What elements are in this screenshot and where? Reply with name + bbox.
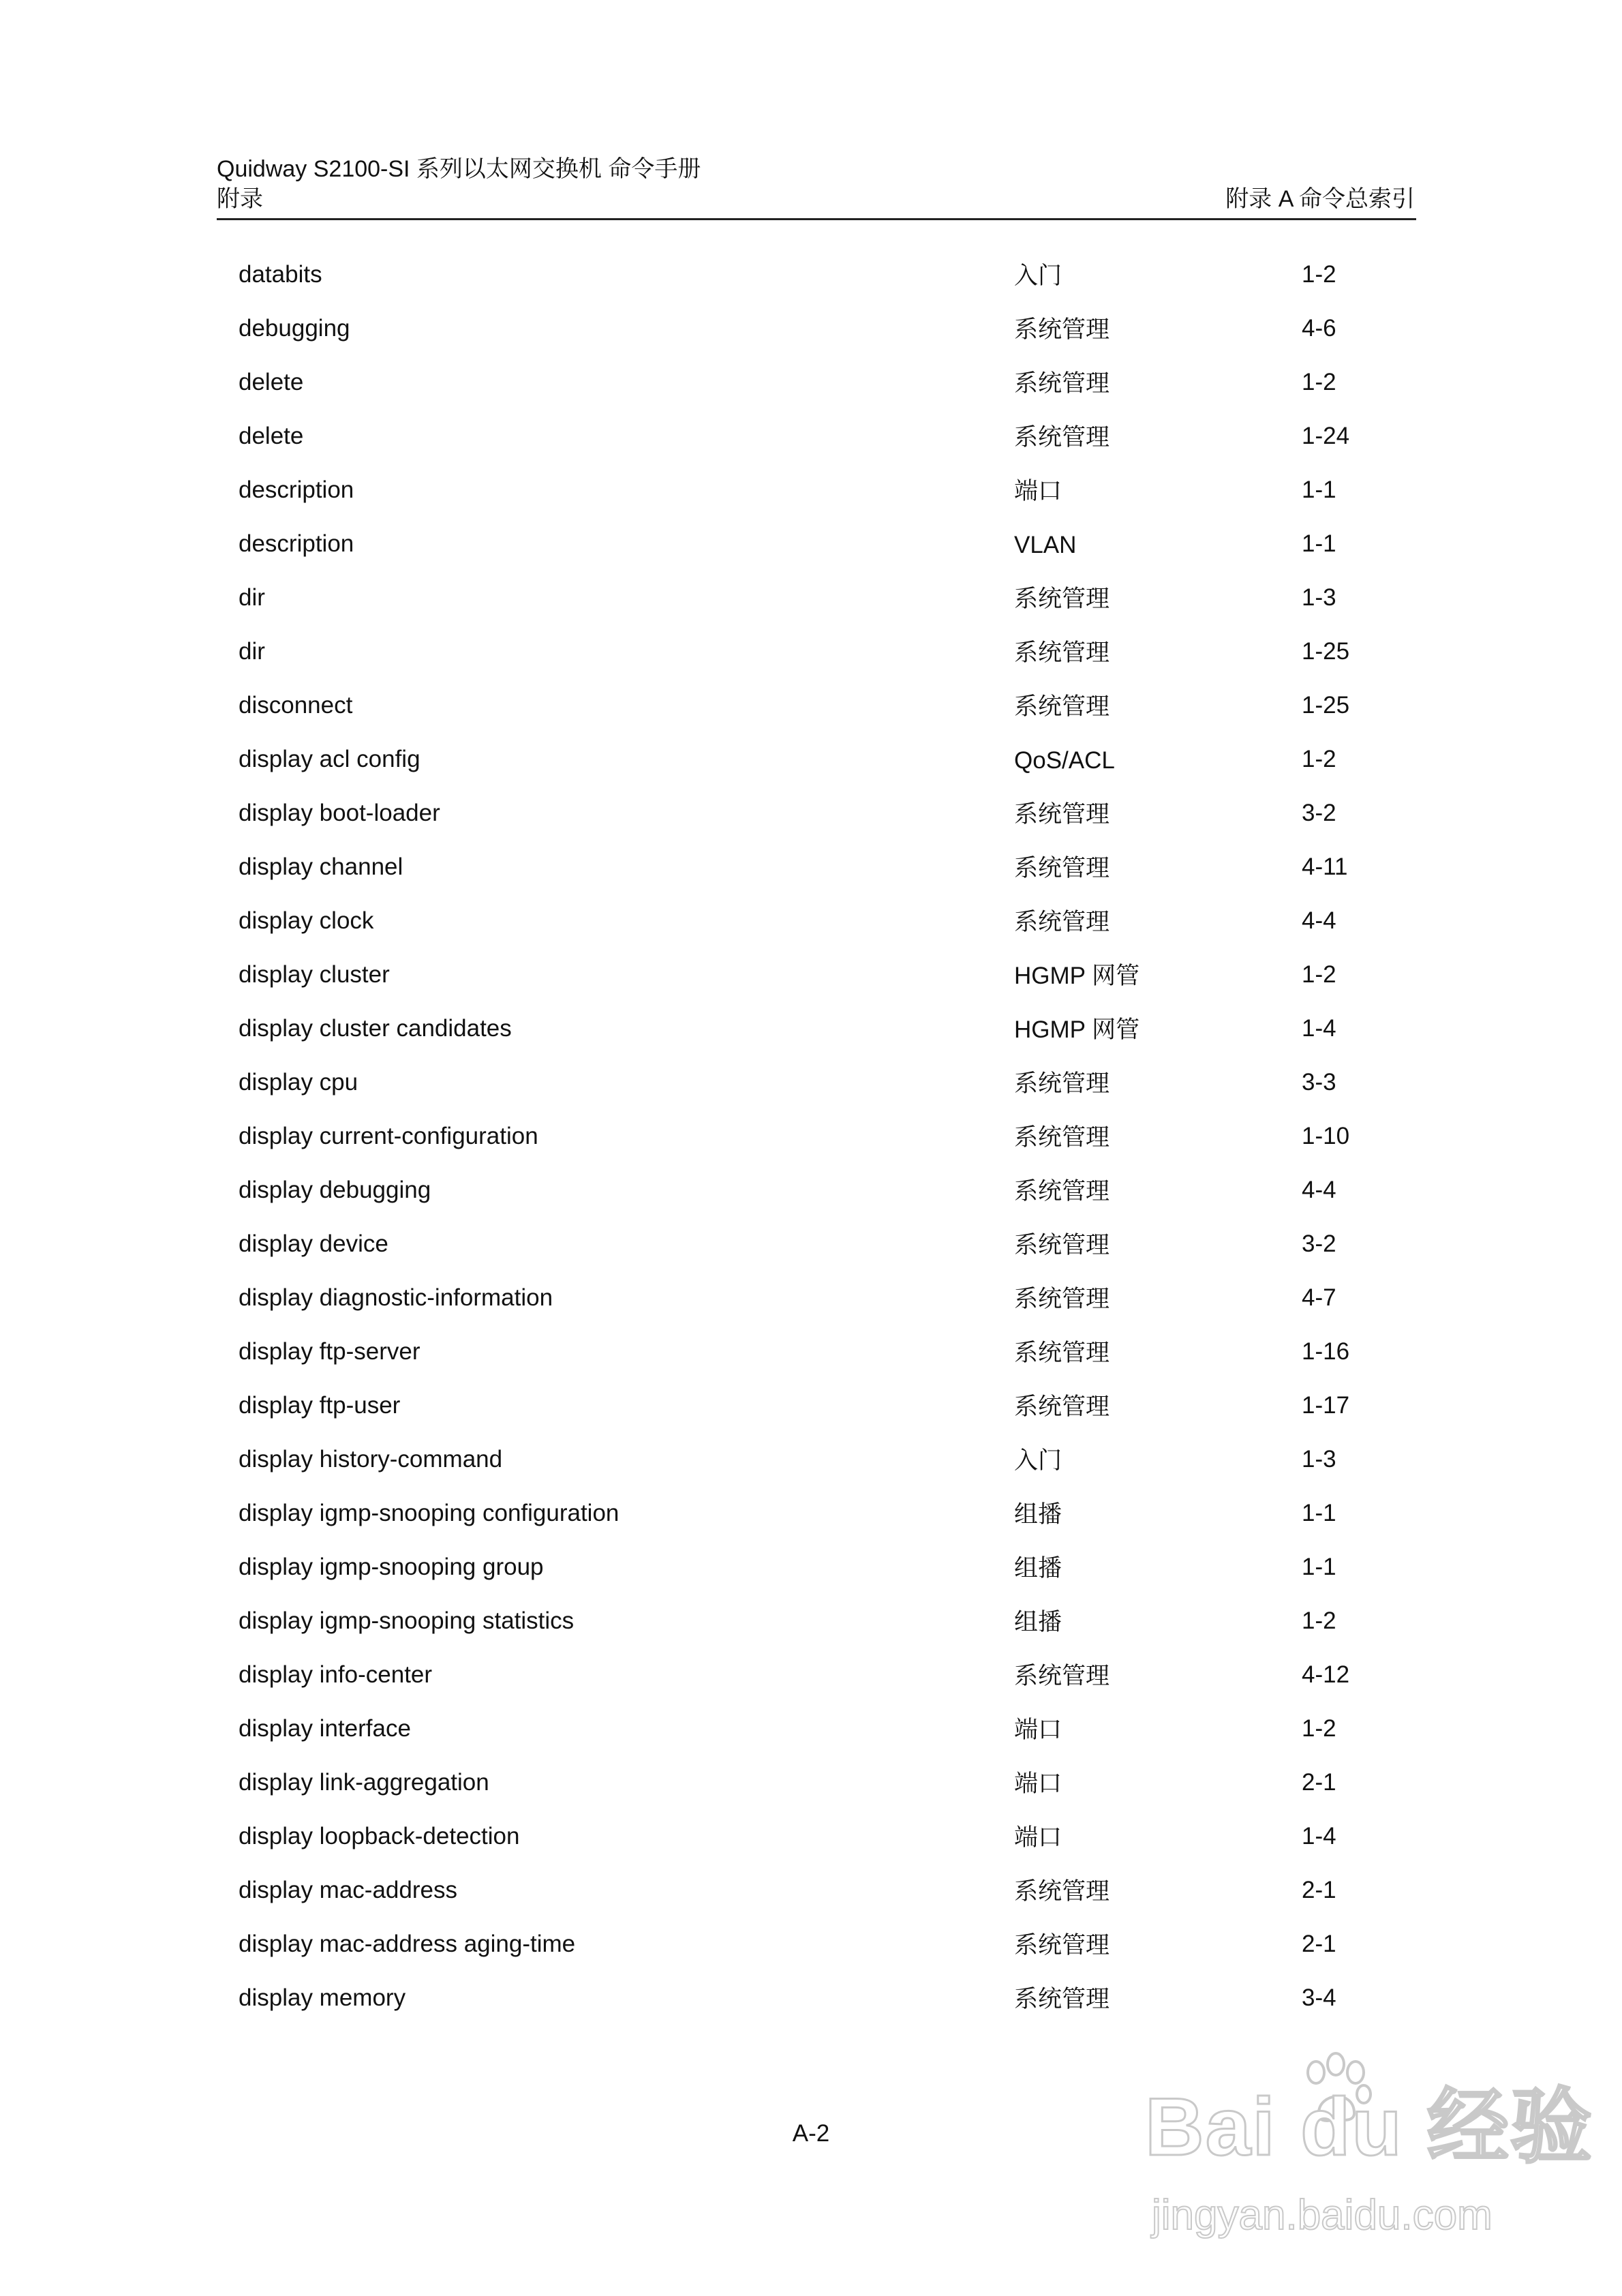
chapter-label: 附录 A 命令总索引 [1225, 186, 1415, 212]
table-row [239, 1335, 1397, 1389]
manual-volume: 系统管理 [1014, 693, 1110, 720]
table-row [239, 796, 1397, 850]
manual-volume: 端口 [1014, 1717, 1062, 1743]
section-label: 附录 [217, 186, 263, 212]
page-reference: 4-4 [1302, 907, 1336, 934]
manual-volume: 系统管理 [1014, 1070, 1110, 1097]
command-name: display acl config [239, 746, 420, 772]
manual-volume: 组播 [1014, 1555, 1062, 1582]
page-reference: 4-6 [1302, 315, 1336, 342]
command-index-table [239, 258, 1397, 2035]
command-name: display history-command [239, 1446, 503, 1472]
manual-volume: 系统管理 [1014, 586, 1110, 612]
page-reference: 1-1 [1302, 530, 1336, 557]
manual-volume: HGMP 网管 [1014, 963, 1140, 989]
command-name: display memory [239, 1984, 406, 2011]
table-row [239, 581, 1397, 635]
table-row [239, 1873, 1397, 1927]
page-reference: 1-2 [1302, 261, 1336, 288]
table-row [239, 419, 1397, 473]
page-reference: 1-10 [1302, 1123, 1350, 1149]
table-row [239, 1066, 1397, 1119]
page-reference: 4-12 [1302, 1661, 1350, 1688]
command-name: delete [239, 369, 304, 395]
manual-volume: 系统管理 [1014, 1340, 1110, 1366]
page-reference: 1-1 [1302, 1500, 1336, 1526]
command-name: dir [239, 584, 265, 611]
table-row [239, 258, 1397, 312]
table-row [239, 312, 1397, 365]
manual-volume: 入门 [1014, 262, 1062, 289]
command-name: display current-configuration [239, 1123, 538, 1149]
table-row [239, 1119, 1397, 1173]
manual-volume: 系统管理 [1014, 909, 1110, 935]
command-name: display igmp-snooping group [239, 1554, 544, 1580]
command-name: display link-aggregation [239, 1769, 489, 1796]
page-reference: 3-2 [1302, 1230, 1336, 1257]
manual-volume: 系统管理 [1014, 1124, 1110, 1151]
table-row [239, 1442, 1397, 1496]
page-reference: 1-25 [1302, 638, 1350, 665]
baidu-jingyan-watermark [1145, 2052, 1594, 2256]
table-row [239, 904, 1397, 958]
command-name: display channel [239, 854, 403, 880]
page-reference: 1-24 [1302, 423, 1350, 449]
header-second-line [217, 184, 1415, 214]
command-name: disconnect [239, 692, 353, 719]
table-row [239, 365, 1397, 419]
table-row [239, 473, 1397, 527]
command-name: description [239, 530, 354, 557]
table-row [239, 635, 1397, 689]
manual-volume: 系统管理 [1014, 1932, 1110, 1959]
manual-volume: 系统管理 [1014, 1986, 1110, 2012]
command-name: display mac-address aging-time [239, 1931, 576, 1957]
page-reference: 3-4 [1302, 1984, 1336, 2011]
table-row [239, 527, 1397, 581]
table-row [239, 1227, 1397, 1281]
page-reference: 1-25 [1302, 692, 1350, 719]
command-name: description [239, 477, 354, 503]
page-reference: 2-1 [1302, 1769, 1336, 1796]
command-name: delete [239, 423, 304, 449]
page-reference: 1-2 [1302, 369, 1336, 395]
page-reference: 3-3 [1302, 1069, 1336, 1096]
manual-volume: 系统管理 [1014, 1286, 1110, 1312]
table-row [239, 1819, 1397, 1873]
page-reference: 1-1 [1302, 477, 1336, 503]
manual-volume: 系统管理 [1014, 639, 1110, 666]
page-reference: 1-2 [1302, 1715, 1336, 1742]
manual-volume: 端口 [1014, 478, 1062, 504]
watermark-logo-text: Bai du 经验 [1145, 2081, 1594, 2173]
command-name: display ftp-server [239, 1338, 420, 1365]
page-reference: 3-2 [1302, 800, 1336, 826]
manual-volume: 入门 [1014, 1447, 1062, 1474]
table-row [239, 1173, 1397, 1227]
manual-volume: 端口 [1014, 1770, 1062, 1797]
command-name: display mac-address [239, 1877, 457, 1903]
page-reference: 1-16 [1302, 1338, 1350, 1365]
table-row [239, 1981, 1397, 2035]
manual-volume: 系统管理 [1014, 855, 1110, 881]
command-name: display igmp-snooping configuration [239, 1500, 619, 1526]
command-name: display cluster [239, 961, 390, 988]
page-reference: 4-11 [1302, 854, 1348, 880]
page-reference: 1-3 [1302, 584, 1336, 611]
command-name: display clock [239, 907, 374, 934]
table-row [239, 1927, 1397, 1981]
manual-volume: 系统管理 [1014, 801, 1110, 828]
page-reference: 1-4 [1302, 1823, 1336, 1849]
page-reference: 1-1 [1302, 1554, 1336, 1580]
table-row [239, 1281, 1397, 1335]
header-divider [217, 218, 1416, 220]
page-reference: 1-3 [1302, 1446, 1336, 1472]
table-row [239, 1658, 1397, 1712]
page-reference: 4-7 [1302, 1284, 1336, 1311]
table-row [239, 850, 1397, 904]
manual-volume: 系统管理 [1014, 1232, 1110, 1258]
manual-volume: 端口 [1014, 1824, 1062, 1851]
manual-title: Quidway S2100-SI 系列以太网交换机 命令手册 [217, 156, 701, 182]
command-name: display info-center [239, 1661, 433, 1688]
page-reference: 1-17 [1302, 1392, 1350, 1419]
page-reference: 4-4 [1302, 1177, 1336, 1203]
manual-volume: 系统管理 [1014, 316, 1110, 343]
manual-volume: 系统管理 [1014, 1663, 1110, 1689]
command-name: display diagnostic-information [239, 1284, 553, 1311]
command-name: databits [239, 261, 322, 288]
manual-volume: 组播 [1014, 1609, 1062, 1635]
command-name: display loopback-detection [239, 1823, 520, 1849]
manual-volume: 系统管理 [1014, 370, 1110, 397]
command-name: display device [239, 1230, 388, 1257]
command-name: debugging [239, 315, 350, 342]
manual-volume: 组播 [1014, 1501, 1062, 1528]
page-number: A-2 [792, 2120, 830, 2147]
manual-volume: 系统管理 [1014, 1178, 1110, 1205]
command-name: display interface [239, 1715, 411, 1742]
page-reference: 2-1 [1302, 1877, 1336, 1903]
watermark-url: jingyan.baidu.com [1152, 2192, 1493, 2239]
manual-volume: VLAN [1014, 532, 1077, 558]
manual-volume: QoS/ACL [1014, 747, 1115, 774]
table-row [239, 1766, 1397, 1819]
table-row [239, 958, 1397, 1012]
manual-volume: 系统管理 [1014, 1393, 1110, 1420]
command-name: display cluster candidates [239, 1015, 512, 1042]
table-row [239, 742, 1397, 796]
command-name: display boot-loader [239, 800, 440, 826]
page-reference: 2-1 [1302, 1931, 1336, 1957]
manual-volume: HGMP 网管 [1014, 1016, 1140, 1043]
table-row [239, 1496, 1397, 1550]
table-row [239, 1604, 1397, 1658]
command-name: display cpu [239, 1069, 358, 1096]
table-row [239, 689, 1397, 742]
command-name: display igmp-snooping statistics [239, 1607, 575, 1634]
page-reference: 1-4 [1302, 1015, 1336, 1042]
table-row [239, 1712, 1397, 1766]
page-header [217, 154, 1415, 214]
page-reference: 1-2 [1302, 961, 1336, 988]
table-row [239, 1550, 1397, 1604]
page-reference: 1-2 [1302, 746, 1336, 772]
command-name: dir [239, 638, 265, 665]
manual-volume: 系统管理 [1014, 1878, 1110, 1905]
manual-volume: 系统管理 [1014, 424, 1110, 451]
table-row [239, 1389, 1397, 1442]
command-name: display debugging [239, 1177, 431, 1203]
table-row [239, 1012, 1397, 1066]
page-reference: 1-2 [1302, 1607, 1336, 1634]
command-name: display ftp-user [239, 1392, 401, 1419]
